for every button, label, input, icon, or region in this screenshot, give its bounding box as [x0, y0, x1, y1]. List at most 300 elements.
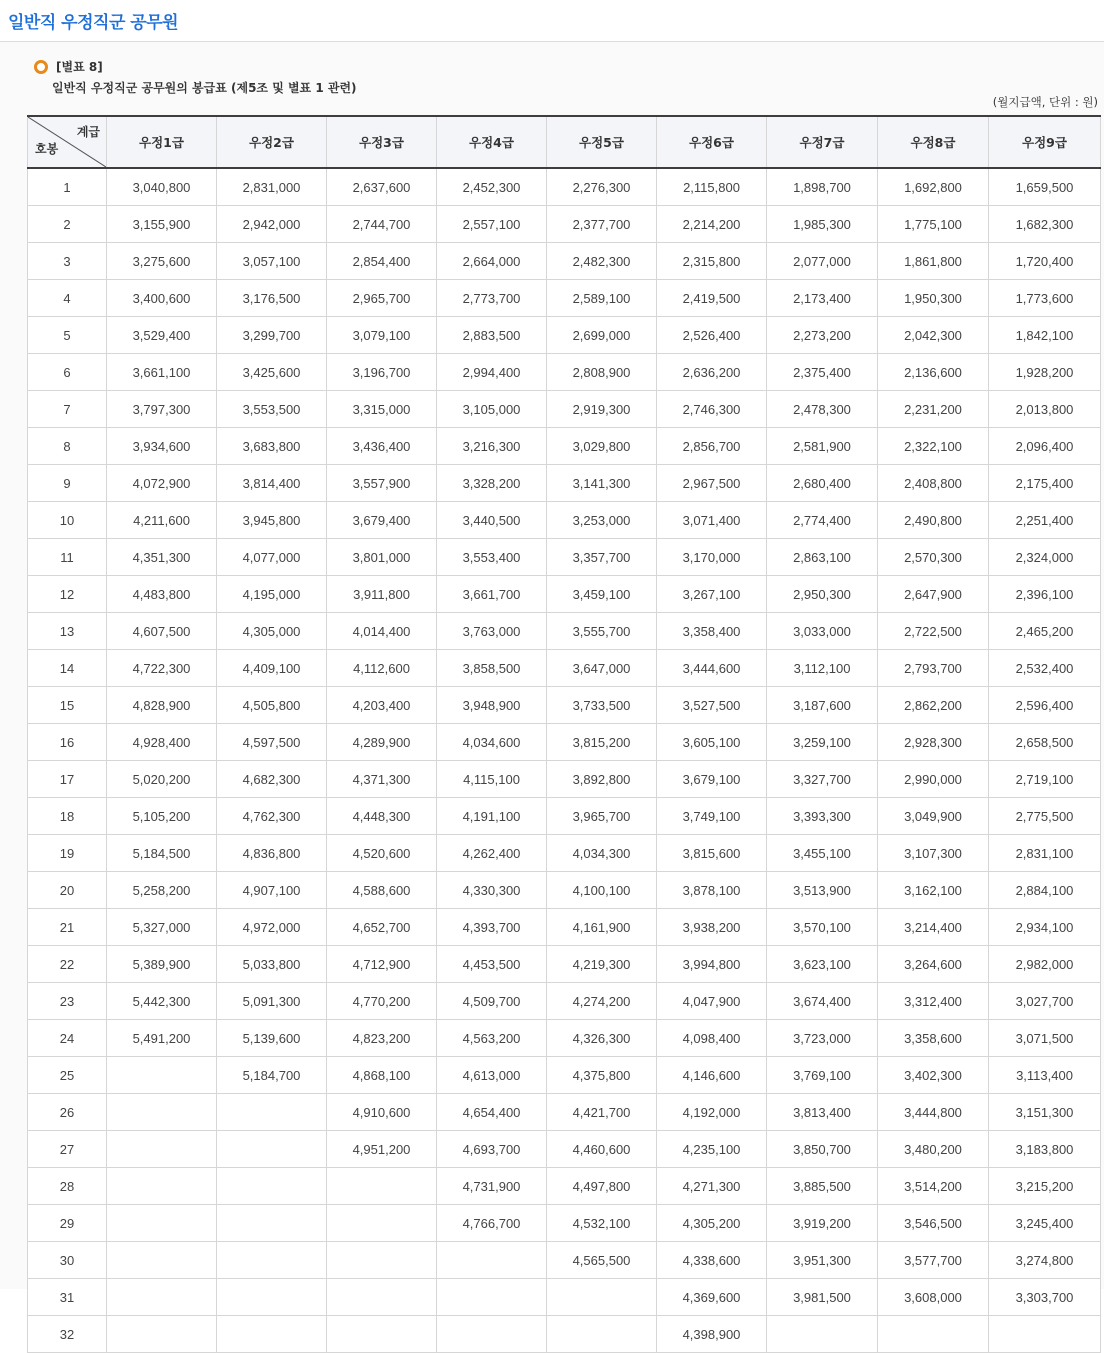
table-row	[28, 650, 1101, 687]
table-row	[28, 354, 1101, 391]
salary-cell: 4,274,200	[547, 983, 657, 1020]
column-header: 우정7급	[767, 116, 878, 168]
salary-cell: 2,408,800	[878, 465, 989, 502]
salary-cell: 1,985,300	[767, 206, 878, 243]
column-header: 우정9급	[989, 116, 1101, 168]
table-row	[28, 798, 1101, 835]
step-cell: 18	[28, 798, 107, 835]
salary-cell: 3,267,100	[657, 576, 767, 613]
salary-cell: 3,858,500	[437, 650, 547, 687]
step-cell: 6	[28, 354, 107, 391]
salary-cell: 3,444,800	[878, 1094, 989, 1131]
salary-cell: 4,597,500	[217, 724, 327, 761]
content-area	[0, 42, 1104, 1342]
salary-cell: 3,577,700	[878, 1242, 989, 1279]
salary-cell: 3,951,300	[767, 1242, 878, 1279]
salary-cell: 4,371,300	[327, 761, 437, 798]
salary-cell: 3,393,300	[767, 798, 878, 835]
table-row	[28, 576, 1101, 613]
salary-cell: 4,192,000	[657, 1094, 767, 1131]
salary-cell: 2,013,800	[989, 391, 1101, 428]
salary-cell: 4,907,100	[217, 872, 327, 909]
salary-cell: 5,389,900	[107, 946, 217, 983]
salary-cell: 3,513,900	[767, 872, 878, 909]
salary-cell: 3,683,800	[217, 428, 327, 465]
salary-cell: 4,305,200	[657, 1205, 767, 1242]
table-row	[28, 1020, 1101, 1057]
salary-cell: 4,098,400	[657, 1020, 767, 1057]
salary-cell: 3,938,200	[657, 909, 767, 946]
section-title: 일반직 우정직군 공무원의 봉급표 (제5조 및 별표 1 관련)	[52, 81, 357, 95]
salary-cell: 4,532,100	[547, 1205, 657, 1242]
salary-cell: 4,588,600	[327, 872, 437, 909]
salary-cell: 4,607,500	[107, 613, 217, 650]
salary-cell: 3,259,100	[767, 724, 878, 761]
step-cell: 14	[28, 650, 107, 687]
salary-cell: 4,195,000	[217, 576, 327, 613]
salary-cell	[327, 1279, 437, 1316]
salary-cell: 2,452,300	[437, 168, 547, 206]
salary-cell: 4,369,600	[657, 1279, 767, 1316]
table-row	[28, 1316, 1101, 1353]
salary-cell: 2,793,700	[878, 650, 989, 687]
salary-cell: 5,020,200	[107, 761, 217, 798]
salary-cell: 3,815,200	[547, 724, 657, 761]
salary-cell: 4,693,700	[437, 1131, 547, 1168]
salary-cell	[767, 1316, 878, 1353]
salary-cell: 3,878,100	[657, 872, 767, 909]
section-label: [별표 8]	[56, 60, 103, 74]
salary-cell: 2,570,300	[878, 539, 989, 576]
table-row	[28, 391, 1101, 428]
table-row	[28, 1205, 1101, 1242]
salary-cell: 4,146,600	[657, 1057, 767, 1094]
salary-cell: 2,808,900	[547, 354, 657, 391]
section-heading	[34, 58, 357, 96]
step-cell: 32	[28, 1316, 107, 1353]
step-cell: 30	[28, 1242, 107, 1279]
salary-cell: 3,813,400	[767, 1094, 878, 1131]
table-row	[28, 909, 1101, 946]
salary-cell: 3,155,900	[107, 206, 217, 243]
salary-cell: 4,520,600	[327, 835, 437, 872]
salary-cell: 3,141,300	[547, 465, 657, 502]
table-row	[28, 835, 1101, 872]
salary-cell: 3,312,400	[878, 983, 989, 1020]
step-cell: 21	[28, 909, 107, 946]
salary-cell: 4,770,200	[327, 983, 437, 1020]
step-cell: 3	[28, 243, 107, 280]
step-cell: 24	[28, 1020, 107, 1057]
salary-cell: 3,981,500	[767, 1279, 878, 1316]
salary-cell: 4,100,100	[547, 872, 657, 909]
salary-cell: 3,965,700	[547, 798, 657, 835]
salary-cell: 4,409,100	[217, 650, 327, 687]
salary-cell: 2,077,000	[767, 243, 878, 280]
salary-cell	[107, 1057, 217, 1094]
circle-bullet-icon	[34, 60, 48, 74]
salary-cell: 4,766,700	[437, 1205, 547, 1242]
step-cell: 28	[28, 1168, 107, 1205]
salary-cell: 4,305,000	[217, 613, 327, 650]
salary-cell	[107, 1168, 217, 1205]
salary-cell: 2,231,200	[878, 391, 989, 428]
salary-cell: 3,328,200	[437, 465, 547, 502]
column-header: 우정3급	[327, 116, 437, 168]
column-header: 우정6급	[657, 116, 767, 168]
salary-cell: 3,358,600	[878, 1020, 989, 1057]
salary-cell: 3,253,000	[547, 502, 657, 539]
salary-cell: 3,749,100	[657, 798, 767, 835]
salary-cell: 3,763,000	[437, 613, 547, 650]
salary-cell: 4,161,900	[547, 909, 657, 946]
salary-cell: 4,115,100	[437, 761, 547, 798]
salary-cell: 3,814,400	[217, 465, 327, 502]
table-row	[28, 1168, 1101, 1205]
salary-cell: 3,553,500	[217, 391, 327, 428]
salary-cell: 3,919,200	[767, 1205, 878, 1242]
column-header: 우정2급	[217, 116, 327, 168]
salary-cell: 2,854,400	[327, 243, 437, 280]
salary-cell: 1,950,300	[878, 280, 989, 317]
step-cell: 12	[28, 576, 107, 613]
table-row	[28, 946, 1101, 983]
salary-cell: 5,033,800	[217, 946, 327, 983]
salary-cell: 2,884,100	[989, 872, 1101, 909]
salary-cell: 3,733,500	[547, 687, 657, 724]
salary-cell: 3,911,800	[327, 576, 437, 613]
salary-cell	[547, 1279, 657, 1316]
salary-cell: 3,934,600	[107, 428, 217, 465]
salary-cell: 2,214,200	[657, 206, 767, 243]
salary-cell: 4,565,500	[547, 1242, 657, 1279]
step-axis-label: 호봉	[35, 142, 59, 156]
salary-cell: 2,136,600	[878, 354, 989, 391]
salary-cell	[217, 1094, 327, 1131]
salary-cell	[437, 1316, 547, 1353]
salary-cell: 2,658,500	[989, 724, 1101, 761]
salary-cell: 2,680,400	[767, 465, 878, 502]
salary-cell: 4,613,000	[437, 1057, 547, 1094]
salary-cell: 3,105,000	[437, 391, 547, 428]
salary-cell: 3,275,600	[107, 243, 217, 280]
salary-cell: 4,563,200	[437, 1020, 547, 1057]
salary-cell: 2,774,400	[767, 502, 878, 539]
salary-cell: 2,990,000	[878, 761, 989, 798]
salary-cell: 2,324,000	[989, 539, 1101, 576]
salary-cell: 3,358,400	[657, 613, 767, 650]
salary-cell: 5,442,300	[107, 983, 217, 1020]
salary-cell: 4,823,200	[327, 1020, 437, 1057]
salary-cell: 3,057,100	[217, 243, 327, 280]
column-header: 우정5급	[547, 116, 657, 168]
table-header-row	[28, 116, 1101, 168]
salary-cell	[327, 1168, 437, 1205]
salary-cell: 3,674,400	[767, 983, 878, 1020]
salary-cell: 3,555,700	[547, 613, 657, 650]
salary-cell: 3,661,700	[437, 576, 547, 613]
step-cell: 16	[28, 724, 107, 761]
salary-cell: 3,113,400	[989, 1057, 1101, 1094]
salary-cell	[107, 1094, 217, 1131]
salary-cell: 2,647,900	[878, 576, 989, 613]
salary-cell: 4,868,100	[327, 1057, 437, 1094]
salary-cell: 3,885,500	[767, 1168, 878, 1205]
salary-cell: 3,892,800	[547, 761, 657, 798]
salary-cell: 1,773,600	[989, 280, 1101, 317]
salary-cell: 4,330,300	[437, 872, 547, 909]
salary-cell: 2,919,300	[547, 391, 657, 428]
salary-cell: 3,557,900	[327, 465, 437, 502]
table-row	[28, 428, 1101, 465]
salary-cell: 5,184,700	[217, 1057, 327, 1094]
column-header: 우정8급	[878, 116, 989, 168]
salary-cell: 3,623,100	[767, 946, 878, 983]
salary-cell: 2,856,700	[657, 428, 767, 465]
salary-cell: 2,478,300	[767, 391, 878, 428]
salary-cell: 3,455,100	[767, 835, 878, 872]
salary-cell: 2,934,100	[989, 909, 1101, 946]
salary-cell: 4,453,500	[437, 946, 547, 983]
step-cell: 22	[28, 946, 107, 983]
salary-cell: 3,444,600	[657, 650, 767, 687]
salary-cell: 2,719,100	[989, 761, 1101, 798]
step-cell: 9	[28, 465, 107, 502]
salary-cell: 3,400,600	[107, 280, 217, 317]
salary-cell: 4,712,900	[327, 946, 437, 983]
salary-cell: 3,183,800	[989, 1131, 1101, 1168]
step-cell: 25	[28, 1057, 107, 1094]
salary-cell: 2,994,400	[437, 354, 547, 391]
salary-cell: 2,396,100	[989, 576, 1101, 613]
salary-cell: 3,436,400	[327, 428, 437, 465]
salary-cell: 3,079,100	[327, 317, 437, 354]
salary-cell	[217, 1242, 327, 1279]
step-cell: 17	[28, 761, 107, 798]
salary-cell: 3,527,500	[657, 687, 767, 724]
salary-cell: 3,170,000	[657, 539, 767, 576]
salary-cell: 4,928,400	[107, 724, 217, 761]
step-cell: 13	[28, 613, 107, 650]
step-cell: 26	[28, 1094, 107, 1131]
salary-cell	[107, 1205, 217, 1242]
table-row	[28, 280, 1101, 317]
salary-cell: 3,605,100	[657, 724, 767, 761]
salary-cell: 2,251,400	[989, 502, 1101, 539]
salary-cell: 4,483,800	[107, 576, 217, 613]
table-row	[28, 1279, 1101, 1316]
salary-cell: 3,425,600	[217, 354, 327, 391]
column-header: 우정4급	[437, 116, 547, 168]
salary-cell	[217, 1205, 327, 1242]
salary-cell: 2,982,000	[989, 946, 1101, 983]
salary-cell: 3,994,800	[657, 946, 767, 983]
salary-cell: 2,273,200	[767, 317, 878, 354]
salary-cell	[437, 1242, 547, 1279]
table-row	[28, 465, 1101, 502]
table-row	[28, 1242, 1101, 1279]
salary-cell: 4,375,800	[547, 1057, 657, 1094]
salary-cell: 4,338,600	[657, 1242, 767, 1279]
salary-cell: 2,863,100	[767, 539, 878, 576]
salary-cell	[107, 1279, 217, 1316]
salary-cell: 2,699,000	[547, 317, 657, 354]
step-cell: 5	[28, 317, 107, 354]
salary-cell	[327, 1242, 437, 1279]
salary-cell: 1,692,800	[878, 168, 989, 206]
table-row	[28, 761, 1101, 798]
salary-cell: 4,262,400	[437, 835, 547, 872]
unit-note: (월지급액, 단위 : 원)	[992, 95, 1098, 109]
salary-cell	[217, 1316, 327, 1353]
salary-cell: 2,375,400	[767, 354, 878, 391]
step-cell: 20	[28, 872, 107, 909]
salary-cell: 2,315,800	[657, 243, 767, 280]
salary-cell: 4,235,100	[657, 1131, 767, 1168]
salary-cell: 3,303,700	[989, 1279, 1101, 1316]
step-cell: 11	[28, 539, 107, 576]
salary-cell: 3,071,500	[989, 1020, 1101, 1057]
salary-cell: 3,214,400	[878, 909, 989, 946]
salary-cell	[878, 1316, 989, 1353]
table-row	[28, 168, 1101, 206]
salary-cell: 4,211,600	[107, 502, 217, 539]
salary-cell: 3,769,100	[767, 1057, 878, 1094]
salary-cell: 2,419,500	[657, 280, 767, 317]
salary-cell: 4,762,300	[217, 798, 327, 835]
table-row	[28, 724, 1101, 761]
salary-cell: 4,351,300	[107, 539, 217, 576]
table-row	[28, 539, 1101, 576]
salary-cell: 1,842,100	[989, 317, 1101, 354]
salary-cell: 4,509,700	[437, 983, 547, 1020]
salary-cell: 5,105,200	[107, 798, 217, 835]
salary-cell: 4,448,300	[327, 798, 437, 835]
salary-cell: 1,720,400	[989, 243, 1101, 280]
salary-cell: 4,271,300	[657, 1168, 767, 1205]
page-title: 일반직 우정직군 공무원	[8, 13, 179, 33]
salary-cell: 4,219,300	[547, 946, 657, 983]
salary-cell: 1,682,300	[989, 206, 1101, 243]
salary-cell: 4,828,900	[107, 687, 217, 724]
salary-cell: 3,216,300	[437, 428, 547, 465]
salary-cell: 3,797,300	[107, 391, 217, 428]
salary-cell	[437, 1279, 547, 1316]
salary-cell: 2,664,000	[437, 243, 547, 280]
grade-axis-label: 계급	[76, 125, 100, 139]
salary-cell: 2,950,300	[767, 576, 878, 613]
salary-cell	[989, 1316, 1101, 1353]
salary-cell: 3,815,600	[657, 835, 767, 872]
salary-cell	[107, 1242, 217, 1279]
salary-cell: 2,883,500	[437, 317, 547, 354]
salary-cell: 2,928,300	[878, 724, 989, 761]
column-header: 우정1급	[107, 116, 217, 168]
salary-cell: 2,636,200	[657, 354, 767, 391]
salary-cell: 3,196,700	[327, 354, 437, 391]
salary-cell: 5,258,200	[107, 872, 217, 909]
salary-cell: 3,029,800	[547, 428, 657, 465]
corner-header-cell	[28, 116, 107, 168]
salary-cell: 3,187,600	[767, 687, 878, 724]
salary-cell: 2,322,100	[878, 428, 989, 465]
salary-cell: 3,402,300	[878, 1057, 989, 1094]
salary-cell: 3,315,000	[327, 391, 437, 428]
salary-cell: 4,393,700	[437, 909, 547, 946]
salary-cell: 2,490,800	[878, 502, 989, 539]
salary-cell: 2,773,700	[437, 280, 547, 317]
salary-cell: 3,215,200	[989, 1168, 1101, 1205]
salary-cell: 3,033,000	[767, 613, 878, 650]
step-cell: 19	[28, 835, 107, 872]
salary-cell: 2,831,100	[989, 835, 1101, 872]
step-cell: 29	[28, 1205, 107, 1242]
salary-cell: 2,967,500	[657, 465, 767, 502]
salary-cell: 3,049,900	[878, 798, 989, 835]
table-row	[28, 613, 1101, 650]
salary-table	[27, 115, 1101, 1353]
salary-cell: 2,482,300	[547, 243, 657, 280]
salary-cell: 5,327,000	[107, 909, 217, 946]
salary-cell: 2,532,400	[989, 650, 1101, 687]
salary-cell: 4,077,000	[217, 539, 327, 576]
salary-cell: 3,245,400	[989, 1205, 1101, 1242]
salary-cell: 3,274,800	[989, 1242, 1101, 1279]
salary-cell: 1,775,100	[878, 206, 989, 243]
salary-cell: 3,661,100	[107, 354, 217, 391]
salary-cell	[217, 1168, 327, 1205]
salary-cell: 2,965,700	[327, 280, 437, 317]
salary-cell: 3,948,900	[437, 687, 547, 724]
salary-cell	[107, 1316, 217, 1353]
salary-cell: 3,327,700	[767, 761, 878, 798]
salary-cell: 5,139,600	[217, 1020, 327, 1057]
salary-cell: 4,722,300	[107, 650, 217, 687]
salary-cell: 1,659,500	[989, 168, 1101, 206]
salary-cell: 3,357,700	[547, 539, 657, 576]
table-row	[28, 1057, 1101, 1094]
salary-cell: 2,042,300	[878, 317, 989, 354]
salary-cell: 3,850,700	[767, 1131, 878, 1168]
salary-cell: 4,731,900	[437, 1168, 547, 1205]
salary-cell: 3,647,000	[547, 650, 657, 687]
salary-cell: 5,184,500	[107, 835, 217, 872]
salary-cell: 2,526,400	[657, 317, 767, 354]
salary-cell: 3,945,800	[217, 502, 327, 539]
salary-cell: 4,034,300	[547, 835, 657, 872]
salary-cell: 4,421,700	[547, 1094, 657, 1131]
salary-cell: 3,546,500	[878, 1205, 989, 1242]
salary-cell: 3,162,100	[878, 872, 989, 909]
salary-cell: 3,480,200	[878, 1131, 989, 1168]
salary-cell: 5,491,200	[107, 1020, 217, 1057]
table-row	[28, 502, 1101, 539]
salary-cell	[327, 1316, 437, 1353]
table-body	[28, 168, 1101, 1353]
salary-cell: 4,014,400	[327, 613, 437, 650]
step-cell: 31	[28, 1279, 107, 1316]
table-row	[28, 687, 1101, 724]
table-row	[28, 317, 1101, 354]
salary-cell: 4,047,900	[657, 983, 767, 1020]
table-row	[28, 872, 1101, 909]
salary-cell: 3,112,100	[767, 650, 878, 687]
salary-cell: 4,398,900	[657, 1316, 767, 1353]
salary-cell: 5,091,300	[217, 983, 327, 1020]
page-header	[0, 0, 1104, 42]
salary-cell: 3,679,100	[657, 761, 767, 798]
salary-cell: 4,191,100	[437, 798, 547, 835]
